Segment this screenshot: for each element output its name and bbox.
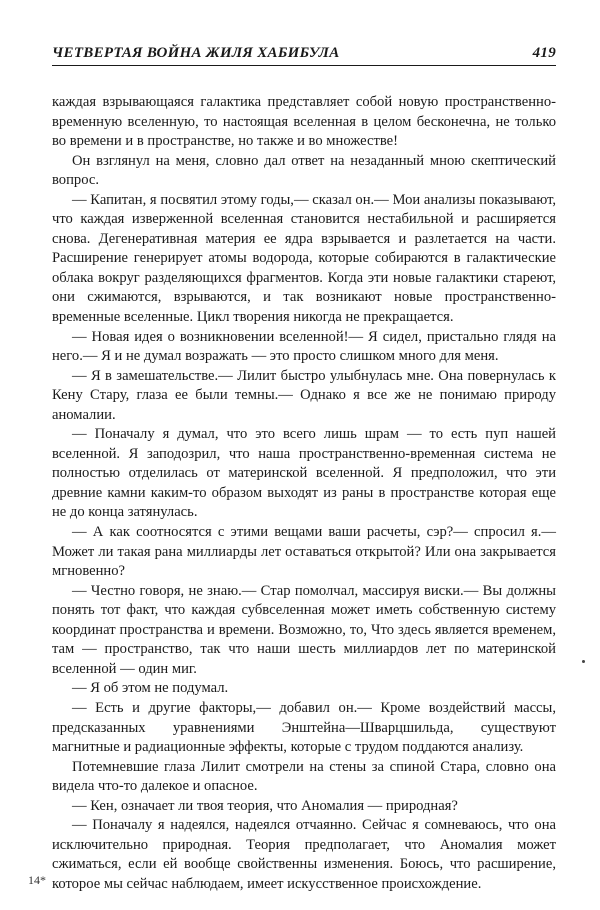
paragraph: — Честно говоря, не знаю.— Стар помолчал, массируя виски.— Вы должны понять тот факт, что каждая субвселенная может иметь собственную систему координат пространства и времени. Возможно, то, Что здесь является временем, там — пространство, так что наши шесть миллиардов лет по материнской вселенной — один миг.: [52, 582, 556, 677]
paragraph: — Поначалу я надеялся, надеялся отчаянно. Сейчас я сомневаюсь, что она исключительно природная. Теория предполагает, что Аномалия может сжиматься, если ей вообще свойственны изменения. Боюсь, что расширение, которое мы сейчас наблюдаем, имеет искусственное происхождение.: [52, 817, 556, 892]
paragraph: — Я об этом не подумал.: [72, 680, 229, 697]
scan-speck: [582, 660, 585, 663]
paragraph: — Кен, означает ли твоя теория, что Аномалия — природная?: [72, 797, 458, 814]
running-header: [52, 44, 556, 66]
book-page: [52, 44, 556, 894]
page-number: 419: [532, 45, 556, 61]
paragraph: Потемневшие глаза Лилит смотрели на стены за спиной Стара, словно она видела что-то далекое и опасное.: [52, 758, 556, 795]
paragraph: — Новая идея о возникновении вселенной!— Я сидел, пристально глядя на него.— Я и не думал возражать — это просто слишком много для меня.: [52, 328, 556, 365]
printer-signature-mark: 14*: [28, 873, 46, 887]
chapter-title: ЧЕТВЕРТАЯ ВОЙНА ЖИЛЯ ХАБИБУЛА: [52, 45, 340, 61]
paragraph: — Есть и другие факторы,— добавил он.— Кроме воздействий массы, предсказанных уравнениями Энштейна—Шварцшильда, существуют магнитные и радиационные эффекты, которые с трудом поддаются анализу.: [52, 699, 556, 756]
body-text: [52, 93, 556, 894]
paragraph: — Капитан, я посвятил этому годы,— сказал он.— Мои анализы показывают, что каждая изверженной вселенная становится нестабильной и расширяется снова. Дегенеративная материя ее ядра взрывается и разлетается на части. Расширение генерирует атомы водорода, которые собираются в галактические облака вокруг разделяющихся фрагментов. Когда эти новые галактики стареют, они сжимаются, взрываются, и так возникают новые пространственно-временные вселенные. Цикл творения никогда не прекращается.: [52, 191, 556, 326]
paragraph: Он взглянул на меня, словно дал ответ на незаданный мною скептический вопрос.: [52, 152, 556, 189]
paragraph: — Поначалу я думал, что это всего лишь шрам — то есть пуп нашей вселенной. Я заподозрил, что наша пространственно-временная система не полностью отделилась от материнской вселенной. Я предположил, что эти древние камни каким-то образом выходят из раны в пространстве которая еще не до конца затянулась.: [52, 426, 556, 521]
paragraph: каждая взрывающаяся галактика представляет собой новую пространственно-временную вселенную, то настоящая вселенная в целом бесконечна, не только во времени и в пространстве, но также и во множестве!: [52, 94, 556, 150]
paragraph: — Я в замешательстве.— Лилит быстро улыбнулась мне. Она повернулась к Кену Стару, глаза ее были темны.— Однако я все же не понимаю природу аномалии.: [52, 367, 556, 423]
paragraph: — А как соотносятся с этими вещами ваши расчеты, сэр?— спросил я.— Может ли такая рана миллиарды лет оставаться открытой? Или она закрывается мгновенно?: [52, 524, 556, 580]
